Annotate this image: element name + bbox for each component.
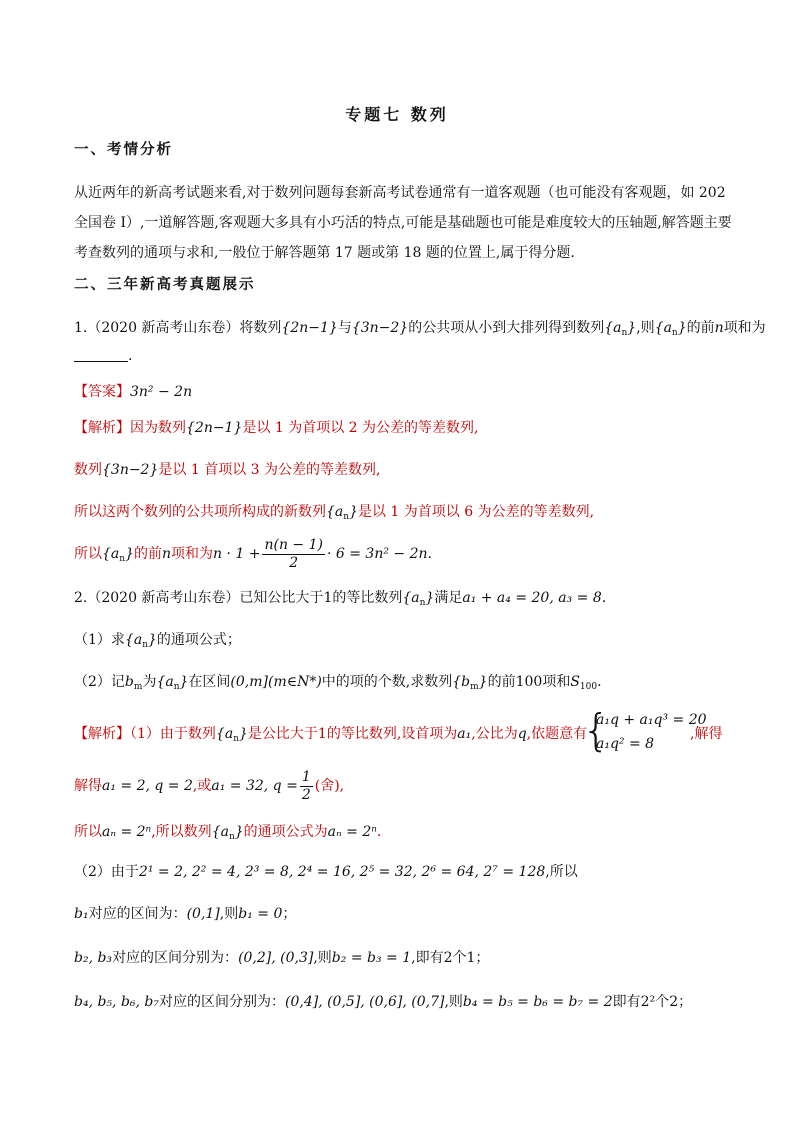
analysis-1-line-1: 【解析】因为数列{2n−1}是以 1 为首项以 2 为公差的等差数列, [74, 420, 479, 436]
fraction-half: $\frac{1}{2}$ [301, 768, 311, 803]
intro-line-3: 考查数列的通项与求和,一般位于解答题第 17 题或第 18 题的位置上,属于得分题. [74, 245, 575, 261]
page-title: 专题七 数列 [345, 105, 449, 124]
intro-line-2: 全国卷 I）,一道解答题,客观题大多具有小巧活的特点,可能是基础题也可能是难度较大的压轴题,解答题主要 [74, 215, 732, 231]
analysis-2-part-2-line-3: b₂, b₃对应的区间分别为：(0,2], (0,3],则b₂ = b₃ = 1,即有2个1； [74, 950, 490, 966]
question-2-part-2: （2）记$b_m$为$\{a_n\}$在区间(0,m](m∈N*)中的项的个数,求数列$\{b_m\}$的前100项和$S_{100}$. [74, 674, 602, 692]
analysis-1-line-3: 所以这两个数列的公共项所构成的新数列$\{a_n\}$是以 1 为首项以 6 为公差的等差数列, [74, 504, 595, 522]
system-eq-2: a₁q² = 8 [596, 736, 655, 752]
question-1: 1.（2020 新高考山东卷）将数列{2n−1}与{3n−2}的公共项从小到大排列得到数列$\{a_n\}$,则$\{a_n\}$的前n项和为 [74, 320, 766, 338]
fraction: $\frac{n(n - 1)}{2}$ [264, 536, 323, 571]
answer-blank-line: . [74, 346, 132, 366]
analysis-1-line-4: 所以$\{a_n\}$的前n项和为n · 1 + $\frac{n(n - 1)}{2}$ · 6 = 3n² − 2n. [74, 536, 432, 571]
section-heading-exams: 二、三年新高考真题展示 [74, 277, 256, 293]
analysis-2-line-2: 解得a₁ = 2, q = 2,或a₁ = 32, q = $\frac{1}{2}$ (舍), [74, 768, 345, 803]
analysis-2-line-1: 【解析】（1）由于数列$\{a_n\}$是公比大于1的等比数列,设首项为a₁,公比为q,依题意有 [74, 726, 588, 744]
system-tail: ,解得 [690, 726, 723, 742]
answer-line [74, 382, 192, 402]
answer-blank [74, 347, 128, 362]
analysis-2-part-2-line-1: （2）由于2¹ = 2, 2² = 4, 2³ = 8, 2⁴ = 16, 2⁵ = 32, 2⁶ = 64, 2⁷ = 128,所以 [74, 864, 578, 880]
intro-line-1: 从近两年的新高考试题来看,对于数列问题每套新高考试卷通常有一道客观题（也可能没有客观题，如 202 [74, 185, 726, 201]
analysis-2-part-2-line-2: b₁对应的区间为：(0,1],则b₁ = 0； [74, 906, 297, 922]
system-brace: { [582, 705, 610, 756]
answer-value: 3n² − 2n [130, 384, 193, 400]
question-2: 2.（2020 新高考山东卷）已知公比大于1的等比数列$\{a_n\}$满足a₁ + a₄ = 20, a₃ = 8. [74, 590, 607, 608]
analysis-1-line-2: 数列{3n−2}是以 1 首项以 3 为公差的等差数列, [74, 462, 381, 478]
analysis-2-part-2-line-4: b₄, b₅, b₆, b₇对应的区间分别为：(0,4], (0,5], (0,6], (0,7],则b₄ = b₅ = b₆ = b₇ = 2即有2²个2； [74, 994, 693, 1010]
system-eq-1: a₁q + a₁q³ = 20 [596, 712, 707, 728]
analysis-2-line-3: 所以aₙ = 2ⁿ,所以数列$\{a_n\}$的通项公式为aₙ = 2ⁿ. [74, 824, 382, 842]
answer-label: 【答案】 [74, 384, 130, 400]
question-2-part-1: （1）求$\{a_n\}$的通项公式； [74, 632, 241, 650]
section-heading-analysis: 一、考情分析 [74, 142, 173, 158]
